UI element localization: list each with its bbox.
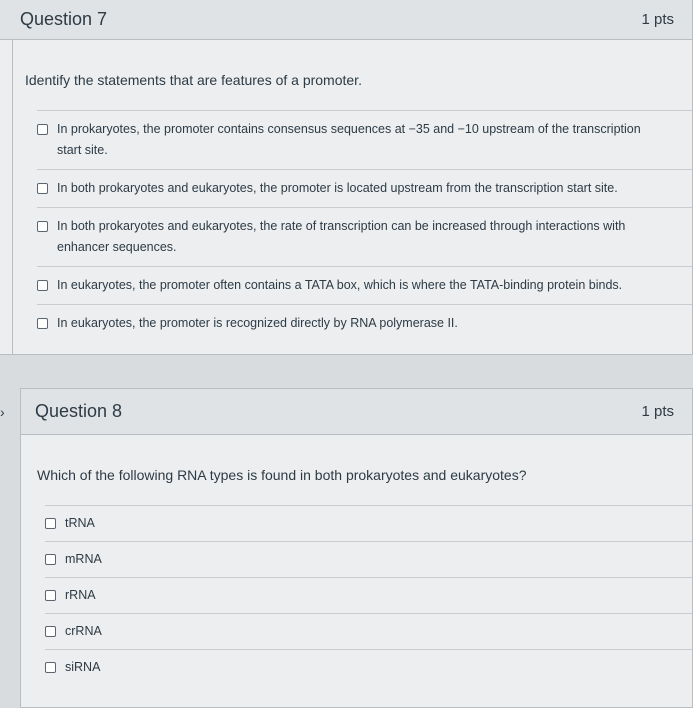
answer-label: crRNA <box>65 624 102 638</box>
answer-label: In both prokaryotes and eukaryotes, the rate of transcription can be increased through interactions with enhancer sequences. <box>57 219 626 254</box>
answer-label: In prokaryotes, the promoter contains consensus sequences at −35 and −10 upstream of the transcription start site. <box>57 122 641 157</box>
checkbox[interactable] <box>37 280 48 291</box>
question-points: 1 pts <box>641 403 674 420</box>
checkbox[interactable] <box>45 554 56 565</box>
answer-option[interactable] <box>37 304 692 342</box>
answer-label: In eukaryotes, the promoter is recognized directly by RNA polymerase II. <box>57 316 458 330</box>
checkbox[interactable] <box>37 221 48 232</box>
question-points: 1 pts <box>641 11 674 28</box>
checkbox[interactable] <box>37 124 48 135</box>
question-title: Question 7 <box>20 9 108 29</box>
question-header <box>0 0 692 40</box>
answer-option[interactable] <box>45 505 692 541</box>
checkbox[interactable] <box>45 590 56 601</box>
collapse-chevron-icon[interactable]: › <box>0 404 5 420</box>
answer-label: mRNA <box>65 552 102 566</box>
answer-label: In both prokaryotes and eukaryotes, the promoter is located upstream from the transcription start site. <box>57 181 618 195</box>
answer-option[interactable] <box>45 613 692 649</box>
checkbox[interactable] <box>45 626 56 637</box>
answer-label: rRNA <box>65 588 96 602</box>
question-header <box>21 389 692 435</box>
answer-option[interactable] <box>45 577 692 613</box>
answer-label: tRNA <box>65 516 95 530</box>
answer-option[interactable] <box>45 541 692 577</box>
answer-option[interactable] <box>37 207 692 266</box>
question-8 <box>20 388 693 708</box>
checkbox[interactable] <box>45 662 56 673</box>
question-text: Identify the statements that are features of a promoter. <box>25 72 362 88</box>
checkbox[interactable] <box>37 318 48 329</box>
checkbox[interactable] <box>45 518 56 529</box>
answer-option[interactable] <box>37 169 692 207</box>
answer-label: siRNA <box>65 660 101 674</box>
answer-option[interactable] <box>37 110 692 169</box>
answer-option[interactable] <box>45 649 692 685</box>
question-text: Which of the following RNA types is found in both prokaryotes and eukaryotes? <box>37 467 527 483</box>
question-title: Question 8 <box>35 401 123 421</box>
checkbox[interactable] <box>37 183 48 194</box>
answer-option[interactable] <box>37 266 692 304</box>
answer-label: In eukaryotes, the promoter often contains a TATA box, which is where the TATA-binding protein binds. <box>57 278 623 292</box>
